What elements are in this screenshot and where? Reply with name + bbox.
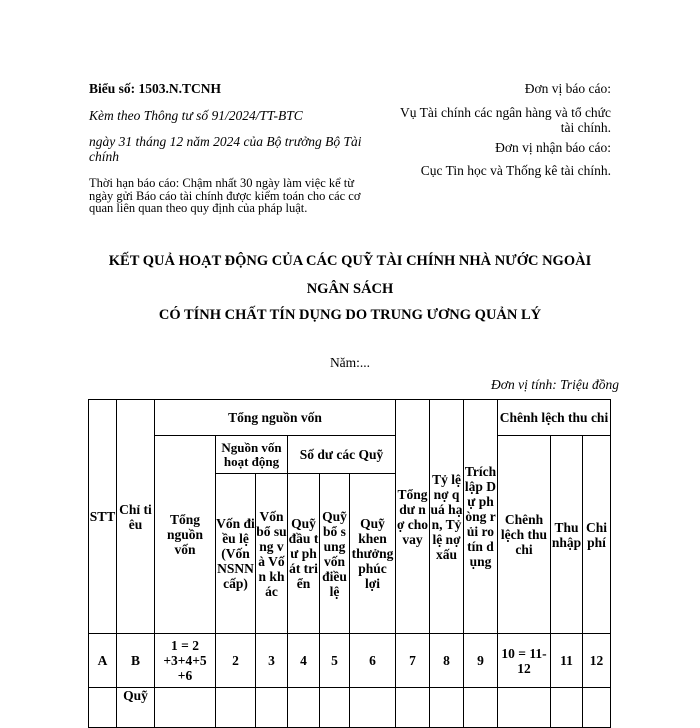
code-cell: 10 = 11-12 — [498, 634, 551, 688]
receiving-unit: Cục Tin học và Thống kê tài chính. — [420, 163, 611, 178]
code-cell: 2 — [216, 634, 256, 688]
table-cell — [216, 688, 256, 728]
header-quy-khen-thuong: Quỹ khen thưởng phúc lợi — [350, 474, 396, 634]
code-cell: A — [89, 634, 117, 688]
attached-line-2: ngày 31 tháng 12 năm 2024 của Bộ trưởng Bộ Tài chính — [89, 134, 362, 164]
table-cell-quy: Quỹ — [117, 688, 155, 728]
table-cell — [155, 688, 216, 728]
form-code-label: Biểu số: — [89, 81, 136, 96]
table-cell — [320, 688, 350, 728]
header-ty-le-no: Tỷ lệ nợ quá hạn, Tỷ lệ nợ xấu — [430, 400, 464, 634]
table-cell — [464, 688, 498, 728]
code-cell: B — [117, 634, 155, 688]
header-von-dieu-le: Vốn điều lệ (Vốn NSNN cấp) — [216, 474, 256, 634]
code-cell: 7 — [396, 634, 430, 688]
header-so-du-cac-quy: Số dư các Quỹ — [288, 436, 396, 474]
header-quy-bo-sung: Quỹ bổ sung vốn điều lệ — [320, 474, 350, 634]
header-chenh-lech: Chênh lệch thu chi — [498, 436, 551, 634]
table-cell — [498, 688, 551, 728]
table-cell — [430, 688, 464, 728]
header-nguon-von-hoat-dong: Nguồn vốn hoạt động — [216, 436, 288, 474]
form-code-line — [89, 81, 389, 96]
reporting-unit: Vụ Tài chính các ngân hàng và tổ chức tài chính. — [400, 105, 611, 135]
report-title-line-3: CÓ TÍNH CHẤT TÍN DỤNG DO TRUNG ƯƠNG QUẢN LÝ — [158, 307, 542, 323]
header-tong-nguon-von-group: Tổng nguồn vốn — [155, 400, 396, 436]
receiving-unit-label: Đơn vị nhận báo cáo: — [495, 140, 611, 155]
table-cell — [396, 688, 430, 728]
header-trich-lap: Trích lập Dự phòng rủi ro tín dụng — [464, 400, 498, 634]
reporting-unit-label: Đơn vị báo cáo: — [524, 81, 611, 96]
report-title-line-2: NGÂN SÁCH — [306, 281, 394, 297]
header-chenh-lech-group: Chênh lệch thu chi — [498, 400, 611, 436]
header-von-bo-sung: Vốn bổ sung và Vốn khác — [256, 474, 288, 634]
report-title-line-1: KẾT QUẢ HOẠT ĐỘNG CỦA CÁC QUỸ TÀI CHÍNH NHÀ NƯỚC NGOÀI — [108, 253, 592, 269]
table-cell — [288, 688, 320, 728]
table-cell — [89, 688, 117, 728]
code-cell: 11 — [551, 634, 583, 688]
header-tong-nguon-von: Tổng nguồn vốn — [155, 436, 216, 634]
code-cell: 4 — [288, 634, 320, 688]
code-cell: 3 — [256, 634, 288, 688]
code-cell: 8 — [430, 634, 464, 688]
deadline-text: Thời hạn báo cáo: Chậm nhất 30 ngày làm việc kể từ ngày gửi Báo cáo tài chính được kiểm toán cho các cơ quan liên quan theo quy định của pháp luật. — [89, 176, 361, 215]
table-cell — [350, 688, 396, 728]
report-table — [88, 399, 611, 728]
header-thu-nhap: Thu nhập — [551, 436, 583, 634]
form-code: 1503.N.TCNH — [138, 81, 222, 96]
table-cell — [551, 688, 583, 728]
unit-label: Đơn vị tính: Triệu đồng — [491, 377, 619, 392]
header-tong-du-no: Tổng dư nợ cho vay — [396, 400, 430, 634]
table-cell — [256, 688, 288, 728]
table-cell — [583, 688, 611, 728]
header-chi-tieu: Chỉ tiêu — [117, 400, 155, 634]
code-cell: 6 — [350, 634, 396, 688]
code-cell: 5 — [320, 634, 350, 688]
header-chi-phi: Chi phí — [583, 436, 611, 634]
header-quy-dau-tu: Quỹ đầu tư phát triển — [288, 474, 320, 634]
year-label: Năm:... — [329, 355, 371, 370]
code-cell: 1 = 2 +3+4+5 +6 — [155, 634, 216, 688]
code-cell: 9 — [464, 634, 498, 688]
attached-line-1: Kèm theo Thông tư số 91/2024/TT-BTC — [89, 108, 303, 123]
code-cell: 12 — [583, 634, 611, 688]
header-stt: STT — [89, 400, 117, 634]
